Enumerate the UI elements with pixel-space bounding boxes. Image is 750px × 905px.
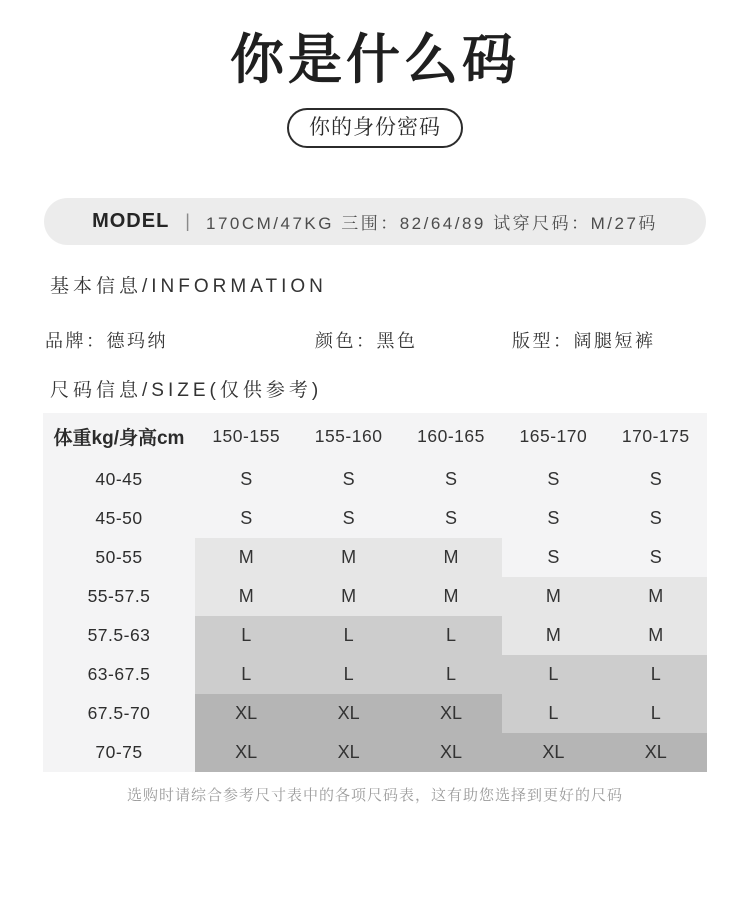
table-cell: S [649, 547, 662, 568]
table-cell: S [342, 469, 355, 490]
table-cell: XL [605, 733, 707, 772]
table-cell: L [502, 655, 604, 694]
table-cell: XL [297, 694, 399, 733]
table-cell: S [240, 508, 253, 529]
table-cell: S [444, 508, 457, 529]
table-cell: L [297, 655, 399, 694]
table-cell: XL [400, 694, 502, 733]
model-divider: | [185, 211, 190, 232]
size-info-heading: 尺码信息/SIZE(仅供参考) [50, 380, 323, 402]
table-cell: S [649, 469, 662, 490]
table-cell: M [297, 538, 399, 577]
table-row-label: 40-45 [95, 469, 143, 490]
table-cell: S [547, 547, 560, 568]
table-cell: L [297, 616, 399, 655]
basic-info-row [0, 329, 750, 353]
style-field: 版型：阔腿短裤 [512, 331, 656, 352]
table-row-label: 67.5-70 [87, 703, 151, 724]
table-row-label: 57.5-63 [87, 625, 151, 646]
table-col-header: 155-160 [314, 426, 383, 447]
table-cell: M [195, 538, 297, 577]
table-col-header: 150-155 [212, 426, 281, 447]
table-cell: M [605, 616, 707, 655]
basic-info-heading: 基本信息/INFORMATION [50, 276, 327, 298]
size-table [43, 413, 707, 772]
table-cell: S [240, 469, 253, 490]
table-cell: M [605, 577, 707, 616]
table-cell: L [400, 655, 502, 694]
table-cell: S [444, 469, 457, 490]
table-cell: L [195, 655, 297, 694]
table-cell: M [297, 577, 399, 616]
subtitle-badge-wrap [0, 108, 750, 148]
table-cell: L [605, 655, 707, 694]
table-row-label: 63-67.5 [87, 664, 151, 685]
color-field: 颜色：黑色 [315, 331, 418, 352]
table-col-header: 170-175 [621, 426, 690, 447]
table-cell: XL [400, 733, 502, 772]
table-cell: S [342, 508, 355, 529]
table-cell: M [502, 577, 604, 616]
table-cell: L [502, 694, 604, 733]
table-cell: S [547, 508, 560, 529]
subtitle-badge: 你的身份密码 [287, 108, 463, 148]
brand-field: 品牌：德玛纳 [45, 331, 168, 352]
table-cell: M [400, 538, 502, 577]
table-row-label: 70-75 [95, 742, 143, 763]
table-cell: M [400, 577, 502, 616]
model-info-bar [44, 198, 706, 245]
table-cell: M [502, 616, 604, 655]
table-cell: S [547, 469, 560, 490]
table-col-header: 160-165 [417, 426, 485, 447]
footer-note: 选购时请综合参考尺寸表中的各项尺码表，这有助您选择到更好的尺码 [126, 787, 623, 805]
table-cell: L [605, 694, 707, 733]
model-label: MODEL [92, 210, 170, 233]
model-details: 170CM/47KG 三围：82/64/89 试穿尺码：M/27码 [205, 214, 658, 234]
table-cell: XL [195, 694, 297, 733]
table-col-header: 165-170 [519, 426, 588, 447]
table-cell: L [400, 616, 502, 655]
table-row-label: 45-50 [95, 508, 143, 529]
table-row-label: 50-55 [95, 547, 143, 568]
table-cell: XL [195, 733, 297, 772]
table-row-label: 55-57.5 [87, 586, 151, 607]
table-corner-header: 体重kg/身高cm [53, 428, 185, 450]
table-cell: XL [297, 733, 399, 772]
table-cell: L [195, 616, 297, 655]
table-cell: S [649, 508, 662, 529]
table-cell: XL [502, 733, 604, 772]
table-cell: M [195, 577, 297, 616]
page-title: 你是什么码 [230, 27, 520, 91]
